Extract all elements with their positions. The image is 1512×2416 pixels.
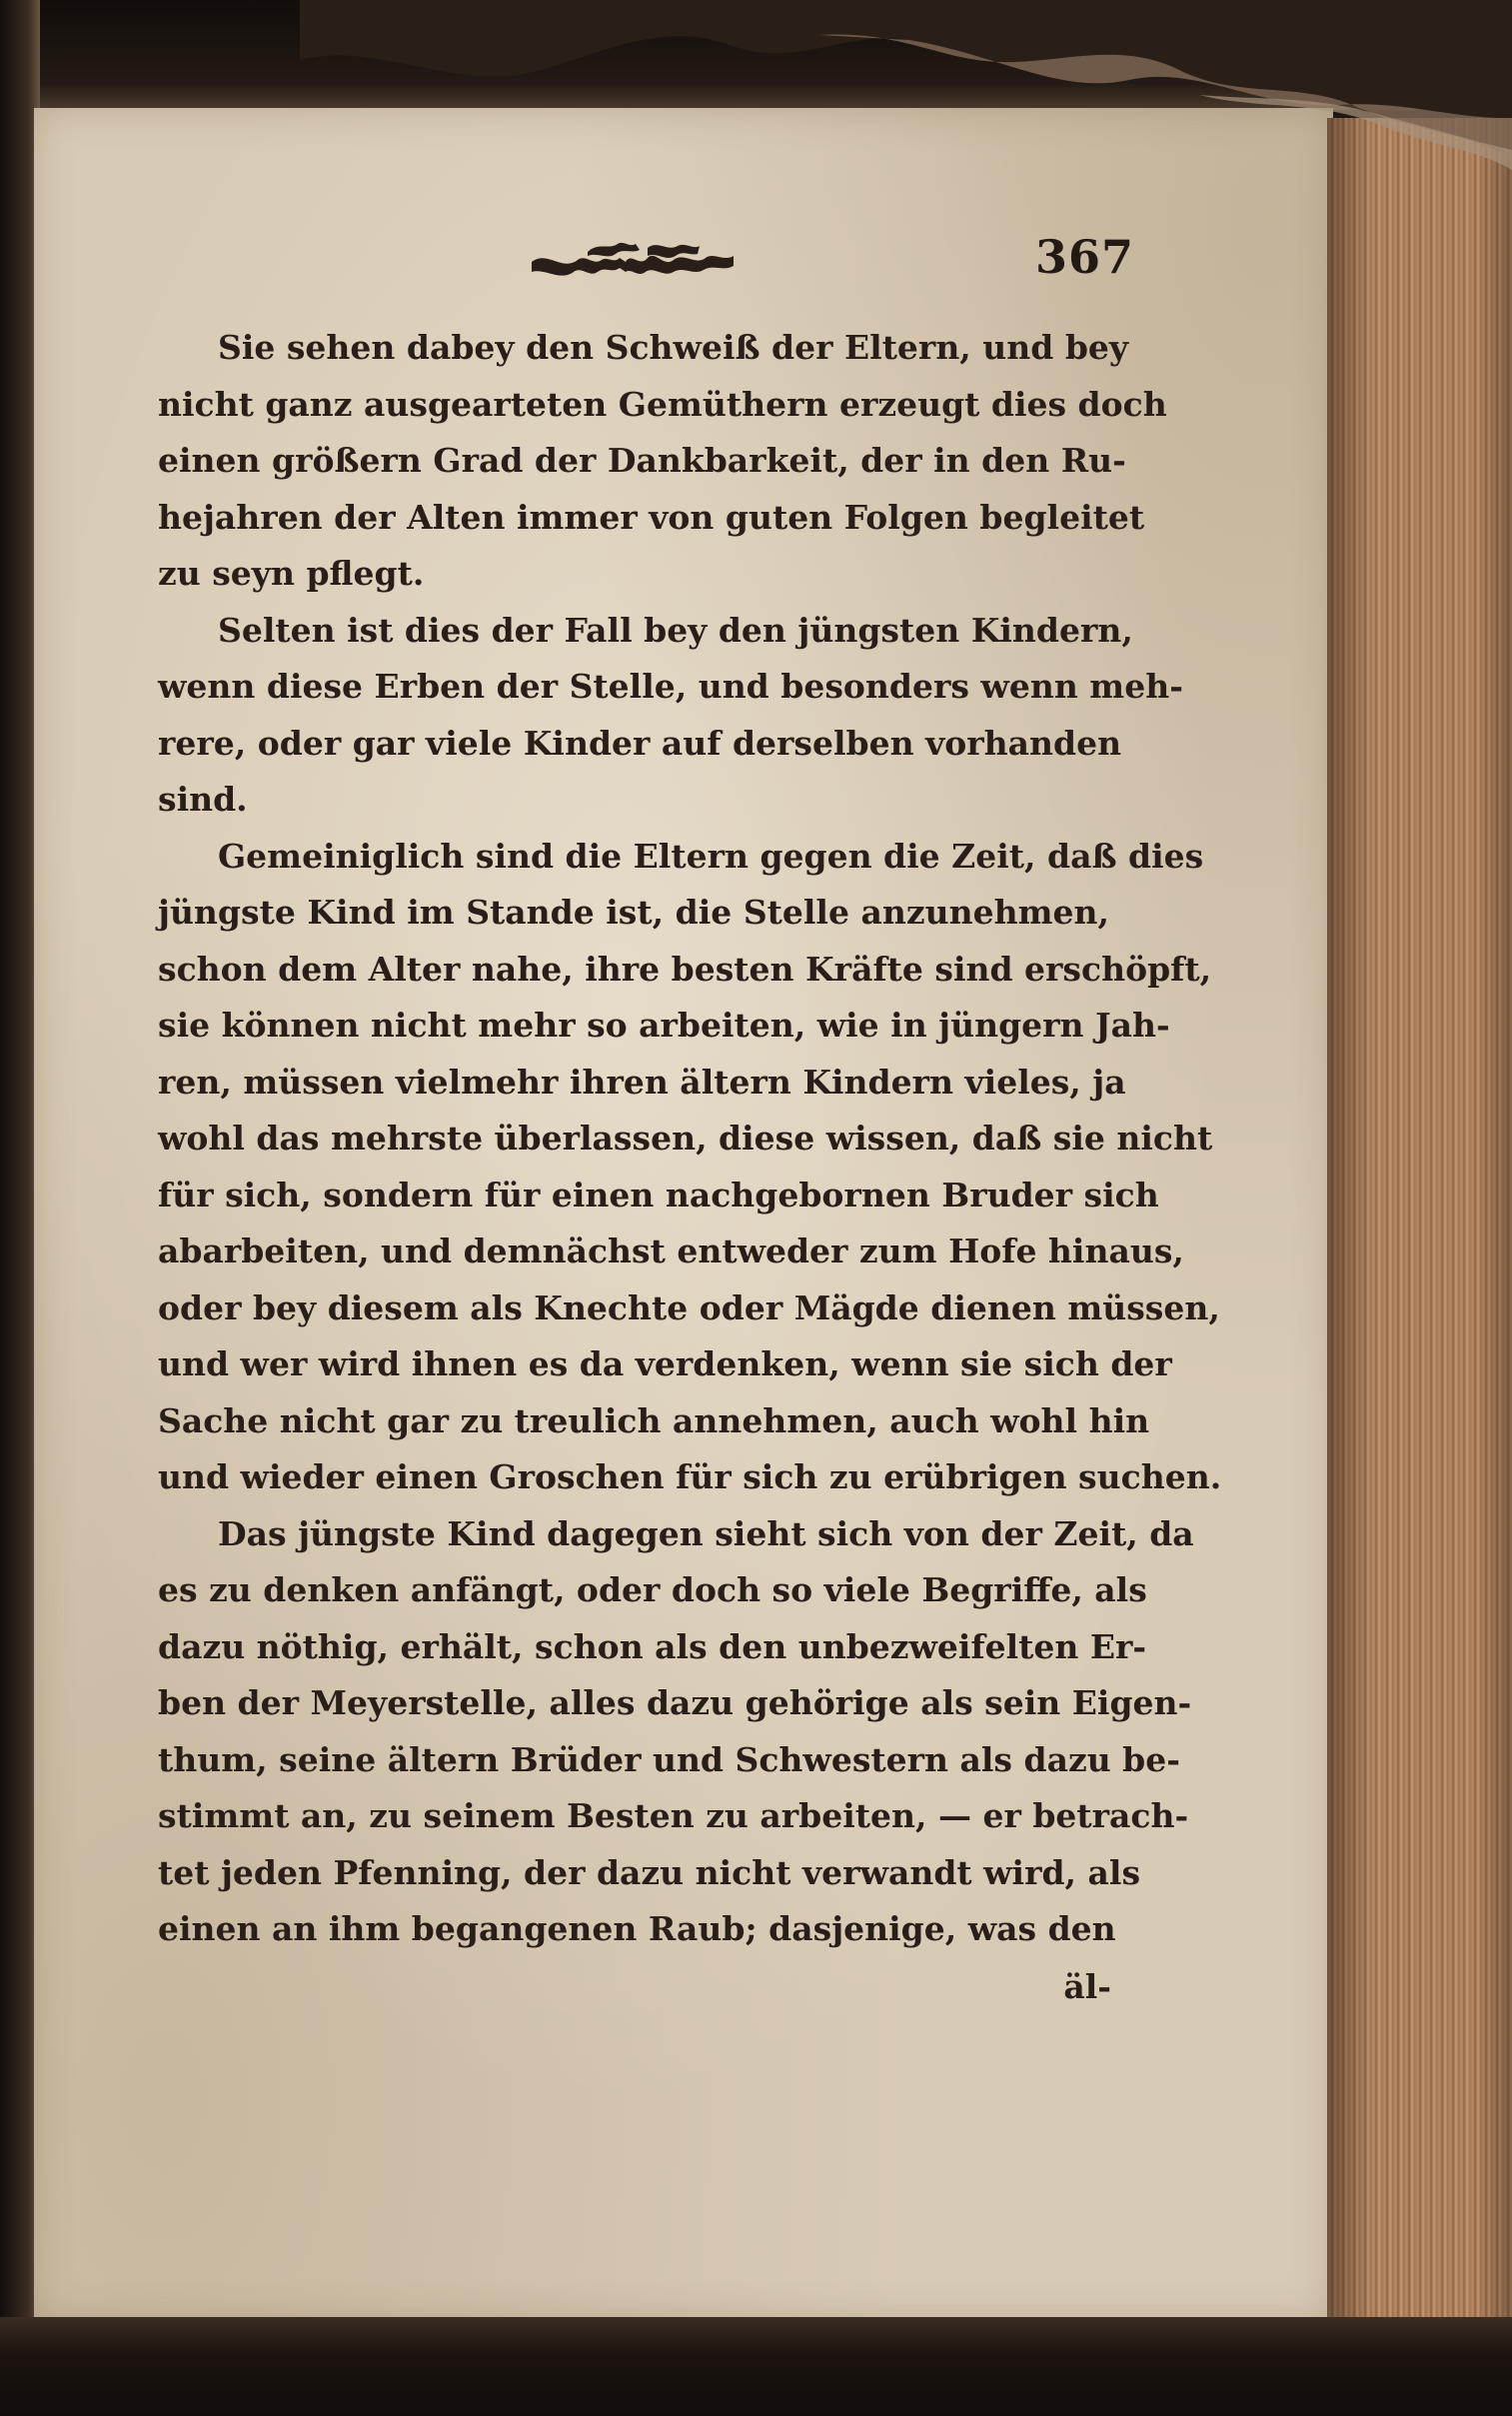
text-line: einen größern Grad der Dankbarkeit, der in den Ru- <box>158 441 1126 480</box>
text-line: hejahren der Alten immer von guten Folgen begleitet <box>158 497 1145 537</box>
ornament-vignette-icon <box>528 232 738 288</box>
text-line: und wieder einen Groschen für sich zu erübrigen suchen. <box>158 1457 1222 1496</box>
text-line: Gemeiniglich sind die Eltern gegen die Zeit, daß dies <box>218 836 1204 876</box>
text-line: dazu nöthig, erhält, schon als den unbezweifelten Er- <box>158 1626 1147 1666</box>
text-line: für sich, sondern für einen nachgebornen Bruder sich <box>158 1175 1159 1214</box>
text-line: schon dem Alter nahe, ihre besten Kräfte sind erschöpft, <box>158 949 1212 989</box>
text-line: stimmt an, zu seinem Besten zu arbeiten, — er betrach- <box>158 1796 1189 1835</box>
text-line: Sie sehen dabey den Schweiß der Eltern, und bey <box>218 328 1129 367</box>
page-number: 367 <box>1034 230 1134 284</box>
page-block-shade <box>1327 118 1512 2337</box>
text-line: zu seyn pflegt. <box>158 554 425 593</box>
bottom-shadow <box>0 2317 1512 2416</box>
damaged-cover-edge <box>300 0 1512 170</box>
text-line: und wer wird ihnen es da verdenken, wenn sie sich der <box>158 1344 1172 1383</box>
text-line: Sache nicht gar zu treulich annehmen, auch wohl hin <box>158 1400 1150 1440</box>
text-line: oder bey diesem als Knechte oder Mägde dienen müssen, <box>158 1287 1220 1327</box>
text-line: sie können nicht mehr so arbeiten, wie in jüngern Jah- <box>158 1006 1170 1045</box>
text-line: nicht ganz ausgearteten Gemüthern erzeugt dies doch <box>158 384 1167 424</box>
text-line: wenn diese Erben der Stelle, und besonders wenn meh- <box>158 667 1183 706</box>
text-line: wohl das mehrste überlassen, diese wissen, daß sie nicht <box>158 1119 1213 1158</box>
text-line: tet jeden Pfenning, der dazu nicht verwandt wird, als <box>158 1852 1141 1892</box>
text-line: abarbeiten, und demnächst entweder zum Hofe hinaus, <box>158 1231 1184 1270</box>
text-line: es zu denken anfängt, oder doch so viele Begriffe, als <box>158 1570 1147 1609</box>
body-text <box>158 320 1222 1958</box>
text-line: Selten ist dies der Fall bey den jüngsten Kindern, <box>218 610 1133 650</box>
text-line: einen an ihm begangenen Raub; dasjenige, was den <box>158 1909 1116 1948</box>
text-line: ren, müssen vielmehr ihren ältern Kindern vieles, ja <box>158 1062 1126 1102</box>
text-line: Das jüngste Kind dagegen sieht sich von der Zeit, da <box>218 1513 1194 1553</box>
text-line: thum, seine ältern Brüder und Schwestern als dazu be- <box>158 1739 1180 1779</box>
text-line: sind. <box>158 780 248 819</box>
text-line: rere, oder gar viele Kinder auf derselben vorhanden <box>158 723 1122 763</box>
text-line: jüngste Kind im Stande ist, die Stelle anzunehmen, <box>158 893 1109 932</box>
catchword: äl- <box>1063 1967 1111 2006</box>
text-line: ben der Meyerstelle, alles dazu gehörige als sein Eigen- <box>158 1683 1192 1722</box>
